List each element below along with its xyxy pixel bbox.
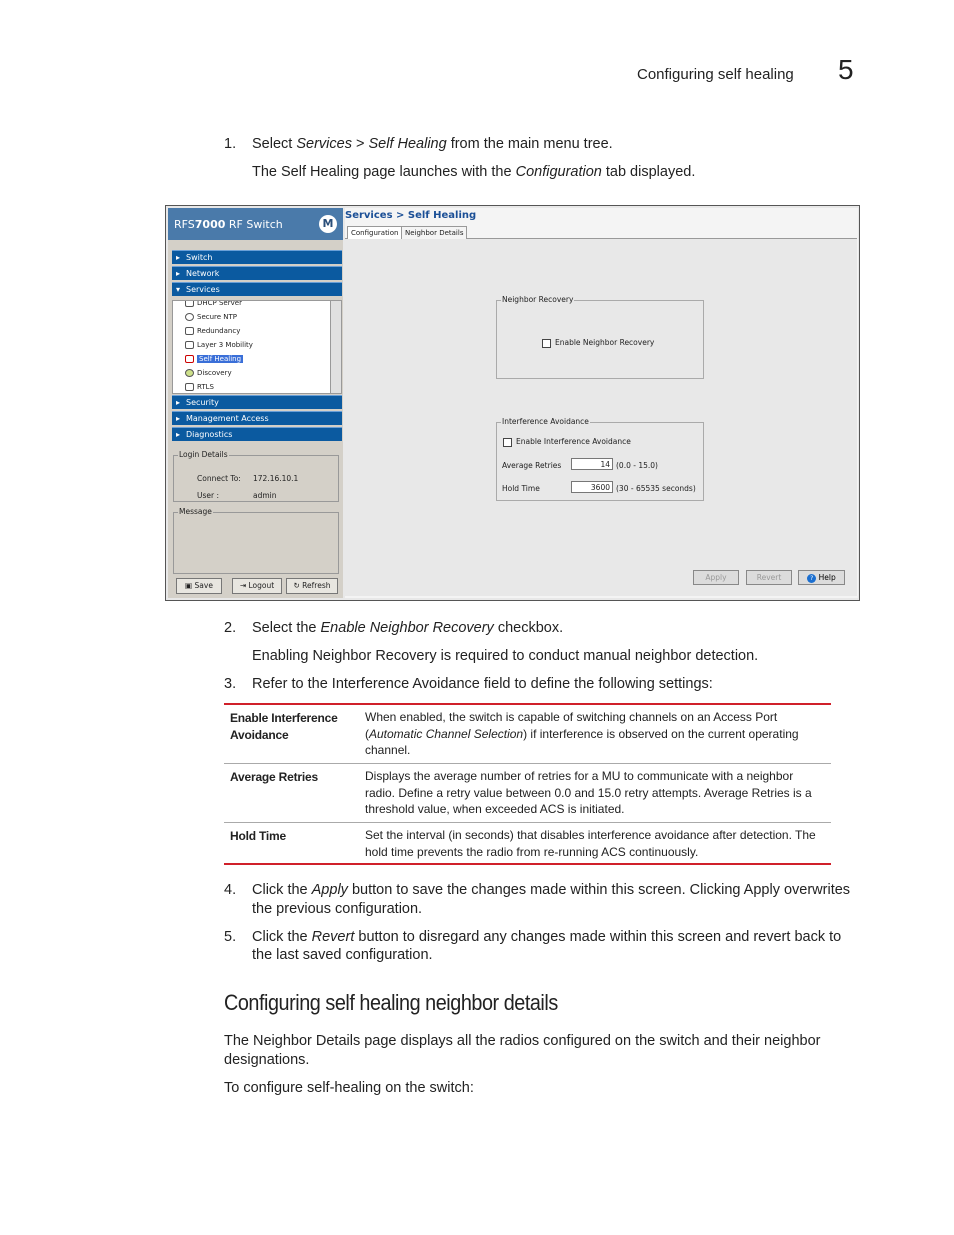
- table-definition: When enabled, the switch is capable of switching channels on an Access Port (Automatic Channel Selection) if interference is observed on the current operating channel.: [365, 710, 799, 757]
- menu-diagnostics[interactable]: ▸ Diagnostics: [172, 427, 342, 441]
- table-term: Enable Interference Avoidance: [230, 711, 338, 742]
- logout-button[interactable]: ⇥ Logout: [232, 578, 282, 594]
- average-retries-input[interactable]: 14: [571, 458, 613, 470]
- section-paragraph-2: To configure self-healing on the switch:: [224, 1080, 474, 1096]
- average-retries-range: (0.0 - 15.0): [616, 461, 658, 470]
- caret-right-icon: ▸: [176, 414, 181, 423]
- main-content-panel: [345, 208, 858, 598]
- services-tree: [172, 300, 342, 394]
- step-2-note: Enabling Neighbor Recovery is required to conduct manual neighbor detection.: [252, 648, 759, 664]
- user-label: User :: [197, 491, 220, 500]
- settings-table: [224, 703, 831, 865]
- step-1-text: Select Services > Self Healing from the main menu tree.: [252, 136, 613, 152]
- caret-right-icon: ▸: [176, 398, 181, 407]
- interference-avoidance-group: Interference Avoidance Enable Interference Avoidance Average Retries 14 (0.0 - 15.0) Hold Time 3600 (30 - 65535 seconds): [496, 422, 704, 501]
- message-group: Message: [173, 512, 339, 574]
- left-nav-panel: [168, 208, 343, 598]
- section-paragraph-1: The Neighbor Details page displays all the radios configured on the switch and their neighbor: [224, 1033, 821, 1049]
- average-retries-label: Average Retries: [502, 461, 562, 470]
- help-icon: ?: [807, 574, 816, 583]
- step-number: 2.: [224, 620, 237, 636]
- discovery-icon: [185, 369, 194, 377]
- step-5-text-cont: the last saved configuration.: [252, 947, 433, 963]
- connect-value: 172.16.10.1: [253, 474, 299, 483]
- caret-right-icon: ▸: [176, 430, 181, 439]
- apply-button[interactable]: Apply: [693, 570, 739, 585]
- refresh-icon: ↻: [293, 581, 303, 590]
- refresh-button[interactable]: ↻ Refresh: [286, 578, 338, 594]
- table-term: Hold Time: [230, 829, 286, 843]
- section-heading: Configuring self healing neighbor details: [224, 990, 558, 1015]
- table-term: Average Retries: [230, 770, 318, 784]
- neighbor-recovery-group: Neighbor Recovery Enable Neighbor Recovery: [496, 300, 704, 379]
- tree-item-dhcp[interactable]: DHCP Server: [185, 300, 242, 309]
- enable-interference-avoidance-checkbox[interactable]: Enable Interference Avoidance: [503, 437, 631, 447]
- caret-right-icon: ▸: [176, 269, 181, 278]
- redundancy-icon: [185, 327, 194, 335]
- hold-time-label: Hold Time: [502, 484, 540, 493]
- brand-bar: [168, 208, 343, 240]
- revert-button[interactable]: Revert: [746, 570, 792, 585]
- tree-item-rtls[interactable]: RTLS: [185, 381, 214, 393]
- menu-management-access[interactable]: ▸ Management Access: [172, 411, 342, 425]
- step-1-note: The Self Healing page launches with the Configuration tab displayed.: [252, 164, 696, 180]
- help-button[interactable]: ? Help: [798, 570, 845, 585]
- server-icon: [185, 300, 194, 307]
- tree-scrollbar[interactable]: [330, 301, 341, 393]
- hold-time-input[interactable]: 3600: [571, 481, 613, 493]
- tree-item-redundancy[interactable]: Redundancy: [185, 325, 240, 337]
- table-row: [224, 705, 831, 764]
- checkbox-icon: [503, 438, 512, 447]
- table-definition: Displays the average number of retries for a MU to communicate with a neighbor radio. Define a retry value between 0.0 and 15.0 retry attempts. Average Retries is a threshold value, when exceeded ACS is initiated.: [365, 769, 812, 816]
- running-header-title: Configuring self healing: [637, 66, 794, 83]
- step-number: 5.: [224, 929, 237, 945]
- step-4-text-cont: the previous configuration.: [252, 901, 423, 917]
- rtls-icon: [185, 383, 194, 391]
- table-row: [224, 823, 831, 863]
- step-4-text: Click the Apply button to save the changes made within this screen. Clicking Apply overwrites: [252, 882, 851, 898]
- step-number: 1.: [224, 136, 237, 152]
- tree-item-self-healing[interactable]: Self Healing: [185, 353, 243, 365]
- tab-neighbor-details[interactable]: Neighbor Details: [401, 226, 467, 240]
- step-number: 4.: [224, 882, 237, 898]
- tab-bar: [345, 225, 857, 239]
- step-2-text: Select the Enable Neighbor Recovery checkbox.: [252, 620, 564, 636]
- tree-item-discovery[interactable]: Discovery: [185, 367, 232, 379]
- self-healing-screenshot: [165, 205, 860, 601]
- save-button[interactable]: ▣ Save: [176, 578, 222, 594]
- caret-right-icon: ▸: [176, 253, 181, 262]
- step-number: 3.: [224, 676, 237, 692]
- menu-security[interactable]: ▸ Security: [172, 395, 342, 409]
- connect-label: Connect To:: [197, 474, 241, 483]
- configuration-panel: [345, 239, 857, 596]
- tree-item-secure-ntp[interactable]: Secure NTP: [185, 311, 237, 323]
- menu-network[interactable]: ▸ Network: [172, 266, 342, 280]
- step-3-text: Refer to the Interference Avoidance field to define the following settings:: [252, 676, 713, 692]
- motorola-logo-icon: M: [319, 215, 337, 233]
- caret-down-icon: ▾: [176, 285, 181, 294]
- menu-services[interactable]: ▾ Services: [172, 282, 342, 296]
- tree-item-layer3[interactable]: Layer 3 Mobility: [185, 339, 253, 351]
- logout-icon: ⇥: [239, 581, 249, 590]
- breadcrumb: Services > Self Healing: [345, 210, 477, 221]
- mobility-icon: [185, 341, 194, 349]
- user-value: admin: [253, 491, 277, 500]
- hold-time-range: (30 - 65535 seconds): [616, 484, 696, 493]
- product-name: RFS7000 RF Switch: [174, 218, 283, 231]
- clock-icon: [185, 313, 194, 321]
- table-row: [224, 764, 831, 823]
- healing-icon: [185, 355, 194, 363]
- login-details-group: Login Details Connect To: 172.16.10.1 User : admin: [173, 455, 339, 502]
- checkbox-icon: [542, 339, 551, 348]
- table-definition: Set the interval (in seconds) that disables interference avoidance after detection. The hold time prevents the radio from re-running ACS continuously.: [365, 828, 816, 859]
- section-paragraph-1-cont: designations.: [224, 1052, 310, 1068]
- enable-neighbor-recovery-checkbox[interactable]: Enable Neighbor Recovery: [542, 338, 654, 348]
- step-5-text: Click the Revert button to disregard any changes made within this screen and revert back to: [252, 929, 842, 945]
- tab-configuration[interactable]: Configuration: [347, 226, 402, 240]
- chapter-number: 5: [838, 54, 854, 85]
- menu-switch[interactable]: ▸ Switch: [172, 250, 342, 264]
- save-icon: ▣: [185, 581, 195, 590]
